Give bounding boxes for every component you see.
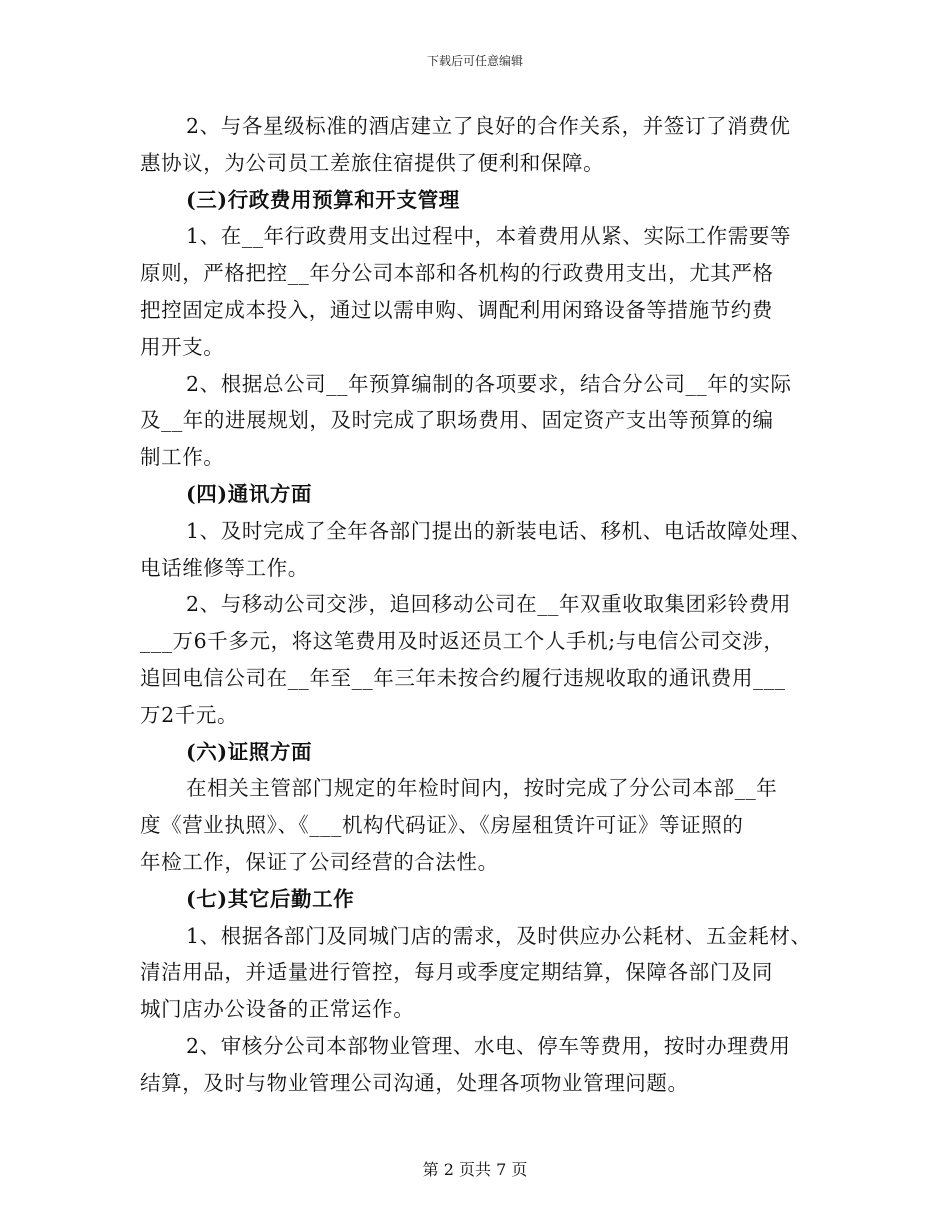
paragraph-line: 1、根据各部门及同城门店的需求，及时供应办公耗材、五金耗材、 [186, 923, 812, 948]
section-heading: (三)行政费用预算和开支管理 [186, 187, 460, 212]
page-footer: 第 2 页共 7 页 [422, 1160, 528, 1179]
paragraph-line: 1、在__年行政费用支出过程中，本着费用从紧、实际工作需要等 [186, 224, 792, 249]
paragraph-line: 清洁用品，并适量进行管控，每月或季度定期结算，保障各部门及同 [140, 960, 773, 985]
paragraph-line: 城门店办公设备的正常运作。 [140, 997, 415, 1022]
section-heading: (七)其它后勤工作 [186, 886, 355, 911]
paragraph-line: 年检工作，保证了公司经营的合法性。 [140, 849, 499, 874]
paragraph-line: 2、根据总公司__年预算编制的各项要求，结合分公司__年的实际 [186, 371, 792, 396]
paragraph-line: 制工作。 [140, 445, 225, 470]
paragraph-line: 追回电信公司在__年至__年三年未按合约履行违规收取的通讯费用___ [140, 665, 786, 690]
paragraph-line: 1、及时完成了全年各部门提出的新装电话、移机、电话故障处理、 [186, 518, 812, 543]
paragraph-line: 结算，及时与物业管理公司沟通，处理各项物业管理问题。 [140, 1070, 689, 1095]
paragraph-line: 把控固定成本投入，通过以需申购、调配利用闲臵设备等措施节约费 [140, 297, 773, 322]
paragraph-line: 2、审核分公司本部物业管理、水电、停车等费用，按时办理费用 [186, 1033, 791, 1058]
paragraph-line: 2、与各星级标准的酒店建立了良好的合作关系，并签订了消费优 [186, 114, 791, 138]
page-header: 下载后可任意编辑 [426, 54, 523, 68]
paragraph-line: 在相关主管部门规定的年检时间内，按时完成了分公司本部__年 [186, 776, 778, 801]
paragraph-line: ___万6千多元，将这笔费用及时返还员工个人手机;与电信公司交涉， [140, 629, 785, 654]
paragraph-line: 及__年的进展规划，及时完成了职场费用、固定资产支出等预算的编 [140, 408, 774, 433]
paragraph-line: 用开支。 [140, 334, 225, 359]
document-body [140, 108, 830, 1102]
paragraph-line: 2、与移动公司交涉，追回移动公司在__年双重收取集团彩铃费用 [186, 592, 792, 617]
paragraph-line: 原则，严格把控__年分公司本部和各机构的行政费用支出，尤其严格 [140, 261, 774, 286]
section-heading: (四)通讯方面 [186, 481, 313, 506]
section-heading: (六)证照方面 [186, 739, 313, 764]
paragraph-line: 万2千元。 [140, 702, 239, 727]
paragraph-line: 度《营业执照》、《___机构代码证》、《房屋租赁许可证》等证照的 [140, 813, 744, 838]
paragraph-line: 惠协议，为公司员工差旅住宿提供了便利和保障。 [140, 150, 605, 175]
paragraph-line: 电话维修等工作。 [140, 555, 309, 580]
